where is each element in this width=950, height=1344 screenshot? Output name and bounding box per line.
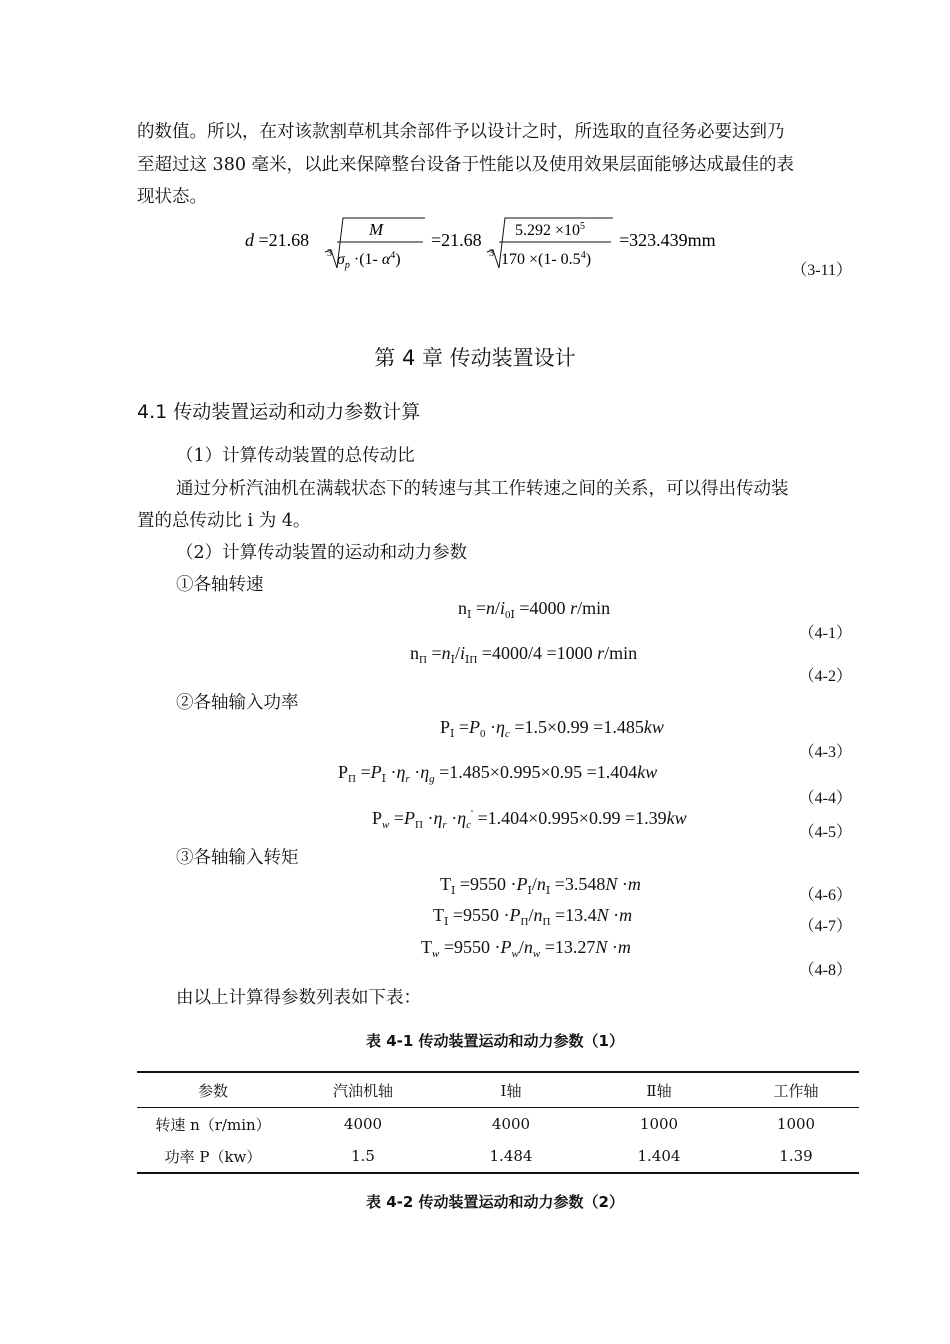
equation-number-4-6: （4-6） — [798, 887, 852, 904]
table-cell: 1.5 — [351, 1147, 375, 1165]
table-cell: 1.39 — [779, 1147, 813, 1165]
table-header-cell: Ⅰ轴 — [437, 1072, 585, 1108]
table-header-row — [137, 1072, 859, 1108]
torque-heading: ③各轴输入转矩 — [176, 848, 299, 868]
equation-4-3: $P_Ⅰ =P_0 \cdot\eta_c =1.5\times 0.99 =1.485kw$ — [440, 717, 664, 740]
table-4-1-caption: 表 4-1 传动装置运动和动力参数（1） — [366, 1032, 624, 1050]
equation-number-4-3: （4-3） — [798, 744, 852, 761]
equation-number-4-1: （4-1） — [798, 625, 852, 642]
svg-text:=21.68: =21.68 — [431, 230, 482, 250]
table-4-1 — [137, 1071, 859, 1174]
table-4-2-caption: 表 4-2 传动装置运动和动力参数（2） — [366, 1193, 624, 1211]
equation-4-6: $T_Ⅰ =9550 \cdot P_Ⅰ/n_Ⅰ =3.548N \cdot m$ — [440, 874, 641, 897]
svg-text:3: 3 — [327, 248, 332, 259]
table-header-cell: 工作轴 — [733, 1072, 859, 1108]
svg-text:3: 3 — [489, 248, 494, 259]
svg-text:d =21.68: d =21.68 — [245, 230, 310, 250]
table-cell: 功率 P（kw） — [164, 1147, 262, 1166]
table-cell: 1000 — [776, 1115, 816, 1133]
equation-4-8: $T_w =9550 \cdot P_w/n_w =13.27N \cdot m$ — [421, 937, 631, 960]
equation-3-11-graphic — [245, 212, 765, 272]
chapter-title: 第 4 章 传动装置设计 — [374, 346, 576, 370]
table-cell: 4000 — [491, 1115, 531, 1133]
equation-4-2: $n_\Pi =n_Ⅰ/i_{Ⅰ\Pi} =4000/4 =1000$ r/min — [410, 643, 638, 666]
table-header-cell: Ⅱ轴 — [585, 1072, 733, 1108]
equation-4-1: $n_Ⅰ =n/i_{0Ⅰ} =4000$ r/min — [458, 598, 611, 621]
section-title: 4.1 传动装置运动和动力参数计算 — [137, 401, 421, 423]
step-1-heading: （1）计算传动装置的总传动比 — [176, 446, 415, 466]
svg-text:5.292 ×105: $5.292 \times 10^5$ — [515, 221, 586, 239]
equation-number-4-2: （4-2） — [798, 668, 852, 685]
table-cell: 4000 — [343, 1115, 383, 1133]
intro-line-3: 现状态。 — [137, 187, 207, 207]
table-cell: 1.404 — [637, 1147, 681, 1165]
svg-text:σp ·(1- α4): $\sigma_p \cdot(1-$ $\alpha^4$) — [337, 250, 401, 271]
equation-4-5: $P_w =P_\Pi \cdot\eta_r \cdot\eta_c' =1.404\times 0.995\times 0.99 =1.39kw$ — [372, 808, 687, 831]
table-cell: 转速 n（r/min） — [155, 1115, 271, 1134]
equation-number-4-8: （4-8） — [798, 962, 852, 979]
step-2-heading: （2）计算传动装置的运动和动力参数 — [176, 543, 468, 563]
table-row — [137, 1140, 859, 1173]
svg-text:M: M — [369, 220, 384, 239]
svg-text:=323.439mm: =323.439mm — [619, 230, 716, 250]
summary-line: 由以上计算得参数列表如下表： — [176, 988, 421, 1008]
step-1-text-line-1: 通过分析汽油机在满载状态下的转速与其工作转速之间的关系，可以得出传动装 — [176, 479, 789, 499]
table-header-cell: 汽油机轴 — [289, 1072, 437, 1108]
table-row — [137, 1108, 859, 1141]
equation-number-4-5: （4-5） — [798, 824, 852, 841]
table-cell: 1000 — [639, 1115, 679, 1133]
intro-line-2: 至超过这 380 毫米，以此来保障整台设备于性能以及使用效果层面能够达成最佳的表 — [137, 155, 795, 175]
intro-line-1: 的数值。所以，在对该款割草机其余部件予以设计之时，所选取的直径务必要达到乃 — [137, 122, 785, 142]
speed-heading: ①各轴转速 — [176, 575, 264, 595]
svg-text:170 ×(1- 0.54): 170 ×(1- $0.5^4$) — [501, 250, 592, 268]
equation-number-4-4: （4-4） — [798, 790, 852, 807]
equation-4-7: $T_Ⅰ =9550 \cdot P_\Pi/n_\Pi =13.4N \cdot m$ — [433, 905, 633, 928]
equation-number-3-11: （3-11） — [791, 262, 852, 279]
power-heading: ②各轴输入功率 — [176, 693, 299, 713]
table-header-cell: 参数 — [137, 1072, 289, 1108]
table-cell: 1.484 — [489, 1147, 533, 1165]
equation-number-4-7: （4-7） — [798, 918, 852, 935]
equation-3-11 — [245, 212, 765, 272]
step-1-text-line-2: 置的总传动比 i 为 4。 — [137, 511, 311, 531]
equation-4-4: $P_\Pi =P_Ⅰ \cdot\eta_r \cdot\eta_g =1.485\times 0.995\times 0.95 =1.404kw$ — [338, 762, 658, 785]
